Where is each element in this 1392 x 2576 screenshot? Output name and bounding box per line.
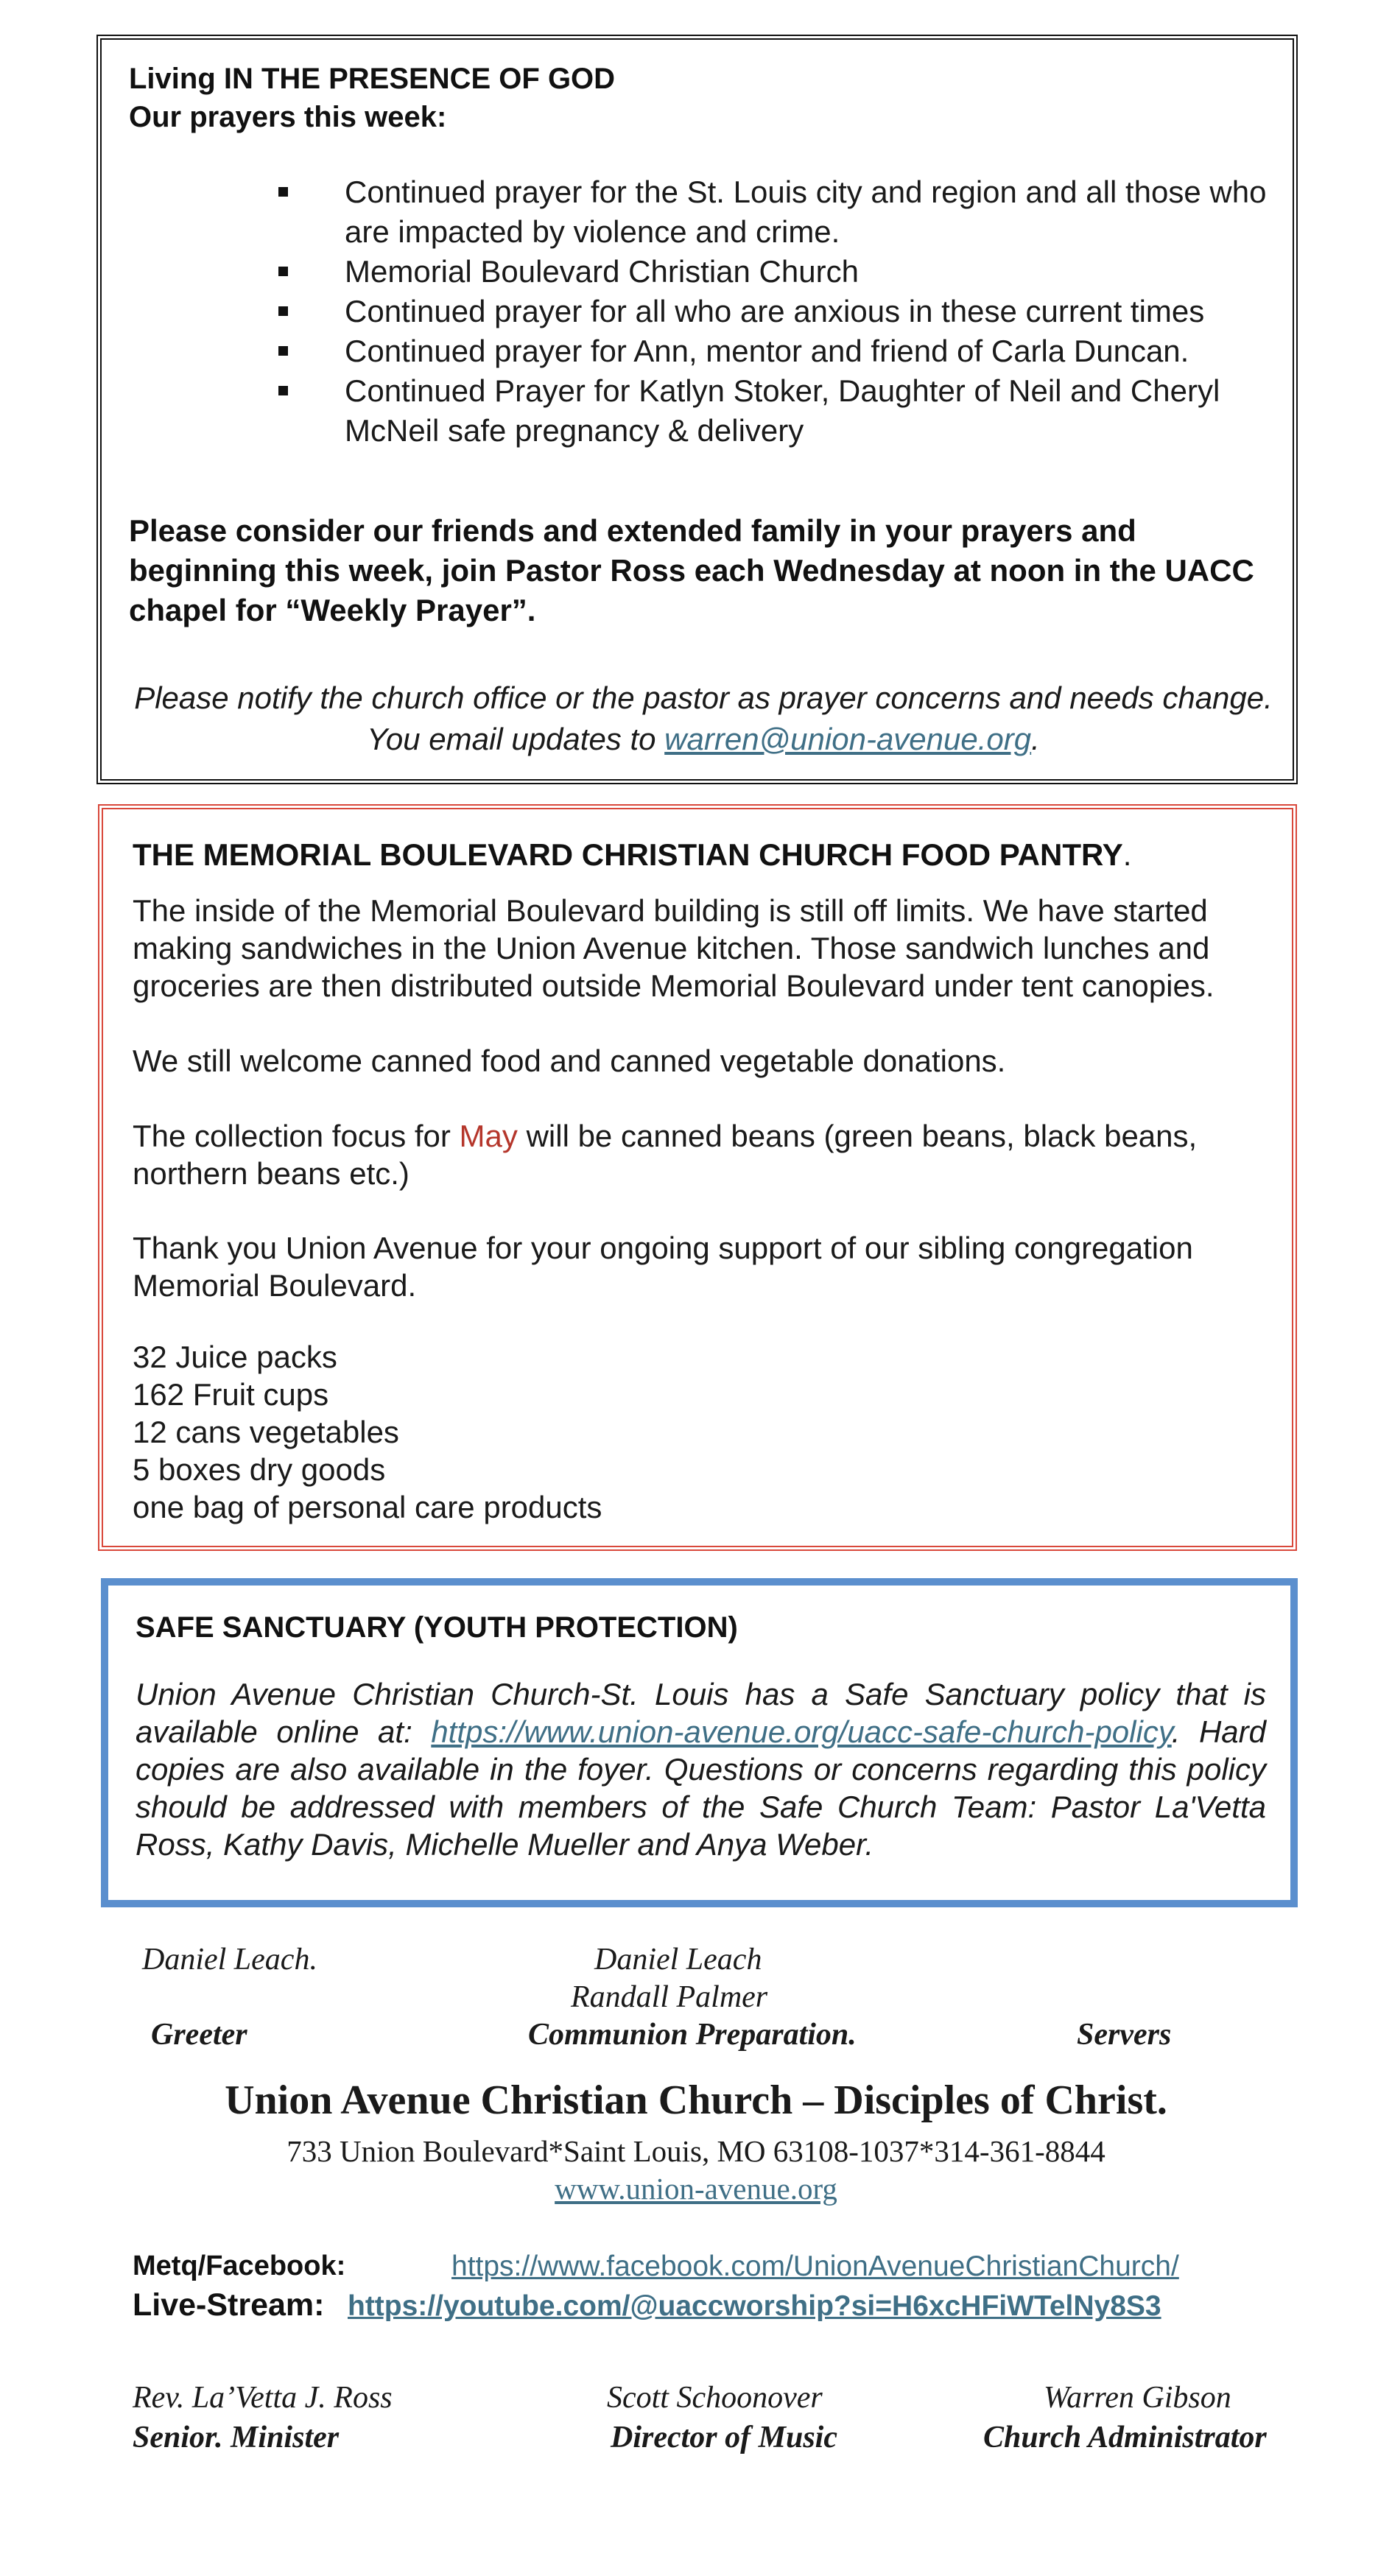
livestream-link[interactable]: https://youtube.com/@uaccworship?si=H6xcHFiWTelNy8S3 (348, 2290, 1161, 2322)
pantry-paragraph: The collection focus for May will be canned beans (green beans, black beans, northern beans etc.) (133, 1119, 1198, 1191)
greeter-name: Daniel Leach. (142, 1943, 317, 1977)
pantry-paragraph: Thank you Union Avenue for your ongoing support of our sibling congregation Memorial Boulevard. (133, 1231, 1193, 1303)
weekly-prayer-note: Please consider our friends and extended family in your prayers and beginning this week, join Pastor Ross each Wednesday at noon in the UACC chapel for “Weekly Prayer”. (129, 513, 1254, 627)
square-bullet-icon (278, 267, 288, 276)
donation-list (133, 1338, 602, 1526)
policy-link[interactable]: https://www.union-avenue.org/uacc-safe-church-policy (431, 1714, 1172, 1749)
staff-title: Director of Music (611, 2421, 837, 2454)
square-bullet-icon (278, 386, 288, 395)
list-item: 162 Fruit cups (133, 1377, 329, 1412)
pantry-paragraph: We still welcome canned food and canned vegetable donations. (133, 1044, 1006, 1078)
staff-title: Church Administrator (983, 2421, 1267, 2454)
prayer-notify-text: Please notify the church office or the pastor as prayer concerns and needs change. You email updates to warren@union-avenue.org. (134, 680, 1273, 756)
list-item: Continued prayer for Ann, mentor and friend of Carla Duncan. (278, 331, 1295, 371)
church-name: Union Avenue Christian Church – Disciples of Christ. (225, 2077, 1167, 2123)
greeter-label: Greeter (151, 2018, 247, 2052)
list-item: one bag of personal care products (133, 1490, 602, 1524)
list-item: 5 boxes dry goods (133, 1452, 386, 1487)
servers-label: Servers (1077, 2018, 1172, 2052)
safe-sanctuary-title: SAFE SANCTUARY (YOUTH PROTECTION) (136, 1611, 738, 1644)
safe-sanctuary-text: Union Avenue Christian Church-St. Louis has a Safe Sanctuary policy that is available online at: https://www.union-avenue.org/uacc-safe-church-policy. Hard copies are also available in the foyer. Questions or concerns regarding this policy should be addressed with members of the Safe Church Team: Pastor La'Vetta Ross, Kathy Davis, Michelle Mueller and Anya Weber. (136, 1677, 1266, 1862)
communion-name: Randall Palmer (571, 1980, 768, 2014)
staff-title: Senior. Minister (133, 2421, 340, 2454)
communion-name: Daniel Leach (594, 1943, 762, 1977)
church-address: 733 Union Boulevard*Saint Louis, MO 63108-1037*314-361-8844 (287, 2134, 1105, 2168)
facebook-link[interactable]: https://www.facebook.com/UnionAvenueChristianChurch/ (451, 2251, 1179, 2282)
church-website (0, 2171, 1392, 2206)
food-pantry-box (98, 804, 1297, 1551)
prayer-list (278, 172, 1295, 451)
list-item: Continued prayer for all who are anxious in these current times (278, 292, 1295, 331)
staff-name: Warren Gibson (1044, 2381, 1231, 2415)
list-item: Continued prayer for the St. Louis city and region and all those who are impacted by violence and crime. (278, 172, 1295, 252)
square-bullet-icon (278, 306, 288, 316)
list-item: Memorial Boulevard Christian Church (278, 252, 1295, 292)
prayer-heading: Living IN THE PRESENCE OF GOD (129, 63, 616, 95)
pantry-paragraph: The inside of the Memorial Boulevard building is still off limits. We have started making sandwiches in the Union Avenue kitchen. Those sandwich lunches and groceries are then distributed outside Memorial Boulevard under tent canopies. (133, 893, 1215, 1003)
square-bullet-icon (278, 187, 288, 197)
staff-name: Rev. La’Vetta J. Ross (133, 2381, 393, 2415)
food-pantry-title: THE MEMORIAL BOULEVARD CHRISTIAN CHURCH FOOD PANTRY. (133, 837, 1132, 872)
website-link[interactable]: www.union-avenue.org (555, 2172, 837, 2206)
safe-sanctuary-box (101, 1578, 1298, 1907)
staff-name: Scott Schoonover (607, 2381, 823, 2415)
list-item: 32 Juice packs (133, 1340, 337, 1374)
livestream-label: Live-Stream: (133, 2287, 325, 2323)
communion-label: Communion Preparation. (528, 2018, 857, 2052)
facebook-label: Metq/Facebook: (133, 2251, 346, 2281)
list-item: Continued Prayer for Katlyn Stoker, Daughter of Neil and Cheryl McNeil safe pregnancy & delivery (278, 371, 1295, 451)
prayer-subheading: Our prayers this week: (129, 101, 447, 133)
collection-month: May (459, 1119, 518, 1153)
square-bullet-icon (278, 346, 288, 356)
email-link[interactable]: warren@union-avenue.org (664, 722, 1032, 756)
list-item: 12 cans vegetables (133, 1415, 399, 1449)
prayer-box (96, 35, 1298, 784)
